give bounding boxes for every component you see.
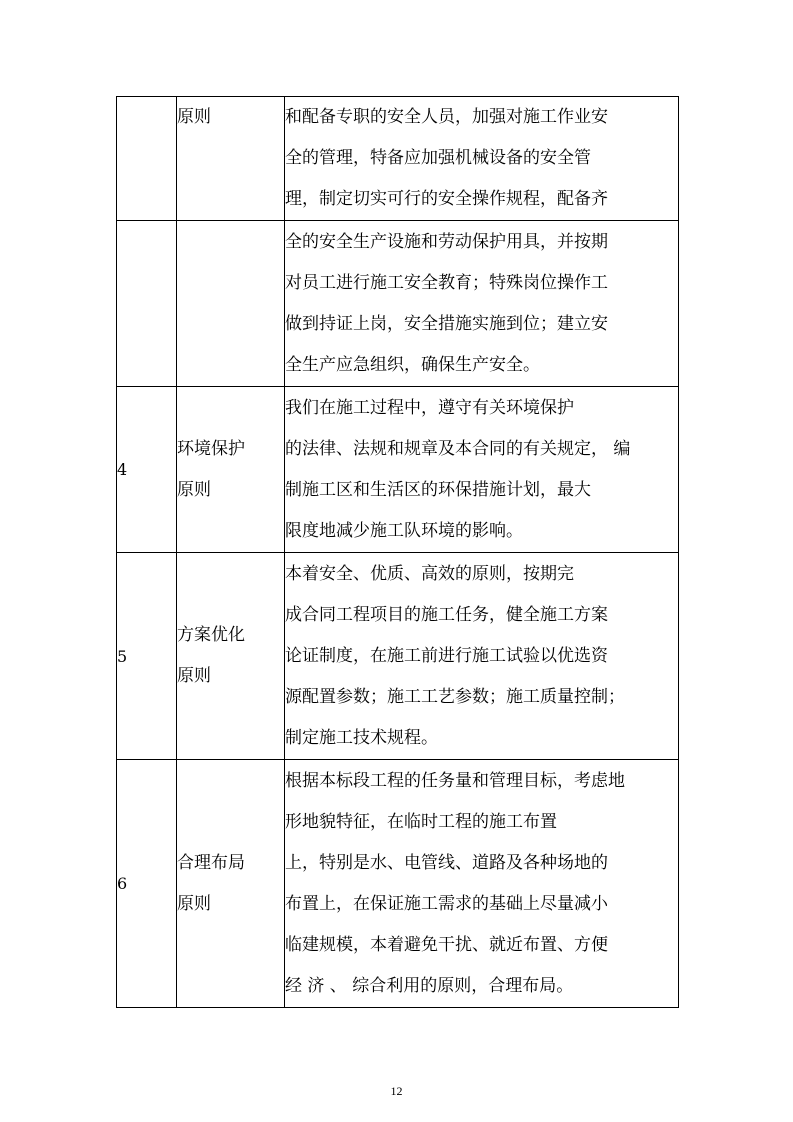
principle-description-cell — [285, 387, 679, 553]
description-line: 限度地减少施工队环境的影响。 — [285, 520, 523, 541]
description-line: 成合同工程项目的施工任务，健全施工方案 — [285, 604, 608, 625]
row-number-cell: 6 — [117, 760, 177, 1008]
principle-name-line: 合理布局 — [177, 852, 245, 873]
description-line: 和配备专职的安全人员，加强对施工作业安 — [285, 107, 608, 127]
description-line: 全生产应急组织，确保生产安全。 — [285, 354, 540, 375]
principle-name-line: 原则 — [177, 479, 211, 500]
principle-name-line: 环境保护 — [177, 438, 245, 459]
row-number-cell — [117, 97, 177, 221]
principle-name-cell — [177, 221, 285, 387]
description-line: 布置上，在保证施工需求的基础上尽量减小 — [285, 893, 608, 914]
principle-name-line: 原则 — [177, 666, 211, 686]
description-line: 我们在施工过程中，遵守有关环境保护 — [285, 397, 574, 418]
table-row — [117, 387, 679, 553]
description-line: 制施工区和生活区的环保措施计划，最大 — [285, 479, 591, 500]
description-line: 本着安全、优质、高效的原则，按期完 — [285, 563, 574, 584]
principles-table — [116, 96, 679, 1008]
description-line: 论证制度，在施工前进行施工试验以优选资 — [285, 645, 608, 666]
principle-name-line: 原则 — [177, 107, 211, 127]
description-line: 的法律、法规和规章及本合同的有关规定， 编 — [285, 438, 631, 459]
description-line: 对员工进行施工安全教育；特殊岗位操作工 — [285, 272, 608, 293]
principle-description-cell — [285, 97, 679, 221]
description-line: 根据本标段工程的任务量和管理目标，考虑地 — [285, 770, 625, 791]
description-line: 全的管理，特备应加强机械设备的安全管 — [285, 148, 591, 168]
principle-name-cell — [177, 553, 285, 760]
description-line: 经 济 、 综合利用的原则，合理布局。 — [285, 975, 574, 996]
description-line: 制定施工技术规程。 — [285, 727, 438, 748]
principle-description-cell — [285, 221, 679, 387]
principle-name-line: 方案优化 — [177, 625, 245, 645]
table-row — [117, 760, 679, 1008]
principle-name-line: 原则 — [177, 893, 211, 914]
page-number: 12 — [390, 1084, 403, 1098]
table-row — [117, 97, 679, 221]
table-row — [117, 221, 679, 387]
description-line: 临建规模，本着避免干扰、就近布置、方便 — [285, 934, 608, 955]
description-line: 做到持证上岗，安全措施实施到位；建立安 — [285, 313, 608, 334]
principle-name-cell — [177, 387, 285, 553]
row-number-cell: 4 — [117, 387, 177, 553]
principle-name-cell — [177, 760, 285, 1008]
row-number-cell: 5 — [117, 553, 177, 760]
principle-description-cell — [285, 760, 679, 1008]
row-number-cell — [117, 221, 177, 387]
description-line: 形地貌特征，在临时工程的施工布置 — [285, 811, 557, 832]
principle-name-cell — [177, 97, 285, 221]
table-row — [117, 553, 679, 760]
principle-description-cell — [285, 553, 679, 760]
description-line: 全的安全生产设施和劳动保护用具，并按期 — [285, 231, 608, 252]
description-line: 源配置参数；施工工艺参数；施工质量控制； — [285, 686, 625, 707]
description-line: 理，制定切实可行的安全操作规程，配备齐 — [285, 189, 608, 209]
description-line: 上，特别是水、电管线、道路及各种场地的 — [285, 852, 608, 873]
